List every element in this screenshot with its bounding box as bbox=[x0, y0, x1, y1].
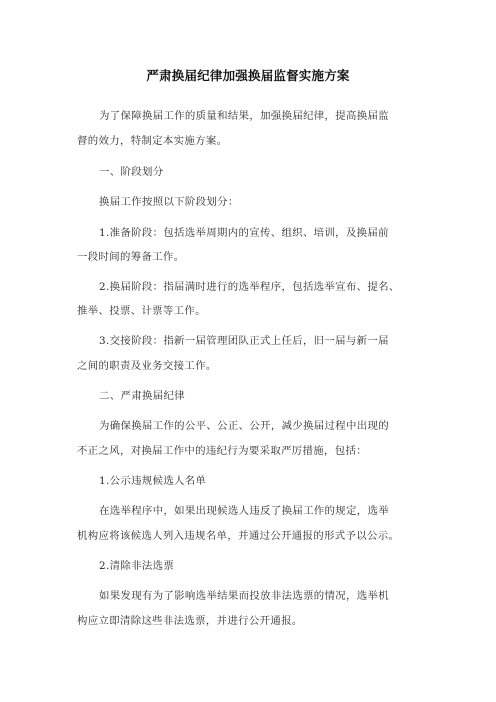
subsection-2-line-2: 构应立即清除这些非法选票，并进行公开通报。 bbox=[77, 615, 303, 627]
stage-3-line-1: 3.交接阶段：指新一届管理团队正式上任后，旧一届与新一届 bbox=[99, 335, 389, 347]
intro-line-2: 督的效力，特制定本实施方案。 bbox=[77, 135, 228, 147]
subsection-1-line-1: 在选举程序中，如果出现候选人违反了换届工作的规定，选举 bbox=[99, 505, 389, 517]
subsection-1-heading: 1.公示违规候选人名单 bbox=[99, 475, 207, 487]
section-1-heading: 一、阶段划分 bbox=[99, 166, 164, 178]
section-2-heading: 二、严肃换届纪律 bbox=[99, 390, 185, 402]
document-title: 严肃换届纪律加强换届监督实施方案 bbox=[146, 68, 350, 83]
stage-2-line-1: 2.换届阶段：指届满时进行的选举程序，包括选举宣布、提名、 bbox=[99, 281, 400, 293]
stage-1-line-1: 1.准备阶段：包括选举周期内的宣传、组织、培训，及换届前 bbox=[99, 227, 389, 239]
subsection-2-line-1: 如果发现有为了影响选举结果而投放非法选票的情况，选举机 bbox=[99, 590, 389, 602]
stage-2-line-2: 推举、投票、计票等工作。 bbox=[77, 305, 206, 317]
stage-1-line-2: 一段时间的筹备工作。 bbox=[77, 251, 185, 263]
section-1-lead: 换届工作按照以下阶段划分： bbox=[99, 196, 239, 208]
intro-line-1: 为了保障换届工作的质量和结果，加强换届纪律，提高换届监 bbox=[99, 110, 389, 122]
section-2-lead-line-2: 不正之风，对换届工作中的违纪行为要采取严厉措施，包括： bbox=[77, 445, 367, 457]
subsection-2-heading: 2.清除非法选票 bbox=[99, 560, 175, 572]
subsection-1-line-2: 机构应将该候选人列入违规名单，并通过公开通报的形式予以公示。 bbox=[77, 530, 400, 542]
stage-3-line-2: 之间的职责及业务交接工作。 bbox=[77, 360, 217, 372]
section-2-lead-line-1: 为确保换届工作的公平、公正、公开，减少换届过程中出现的 bbox=[99, 420, 389, 432]
